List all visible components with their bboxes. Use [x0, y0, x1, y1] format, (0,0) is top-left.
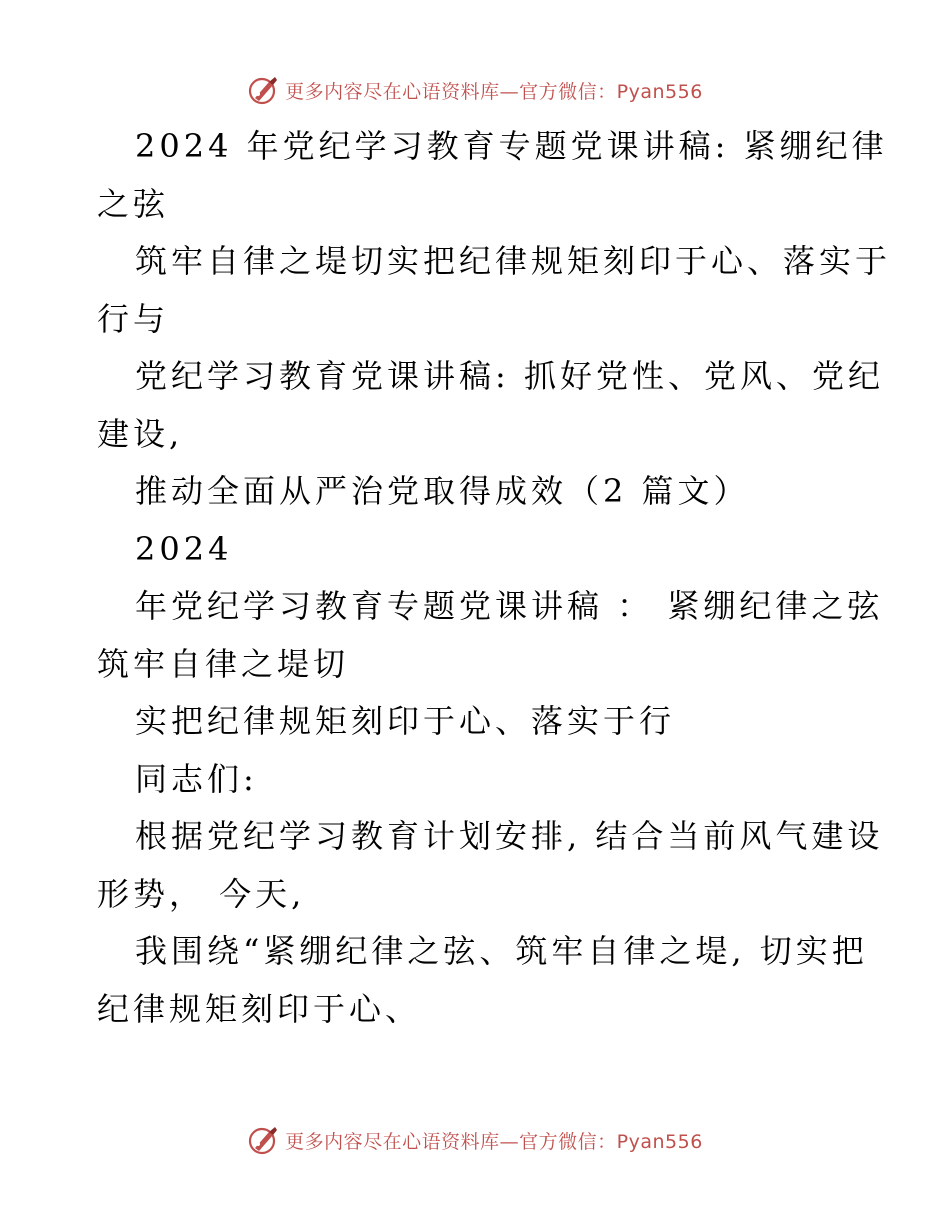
text-line: 实把纪律规矩刻印于心、落实于行 [135, 702, 676, 740]
text-line: 纪律规矩刻印于心、 [97, 989, 422, 1028]
text-line: 筑牢自律之堤切 [97, 644, 350, 683]
footer-watermark [0, 1120, 950, 1160]
text-line: 之弦 [97, 184, 170, 223]
document-body [97, 118, 892, 1038]
text-line: 建设, [97, 414, 184, 453]
header-watermark [0, 70, 950, 110]
text-line: 同志们: [135, 759, 258, 798]
watermark-text: 更多内容尽在心语资料库—官方微信：Pyan556 [285, 80, 703, 103]
text-line: 形势， 今天, [97, 874, 306, 913]
text-line: 根据党纪学习教育计划安排, 结合当前风气建设 [135, 817, 884, 855]
text-line: 党纪学习教育党课讲稿: 抓好党性、党风、党纪 [135, 357, 884, 395]
pen-logo-icon [247, 74, 279, 106]
text-line: 推动全面从严治党取得成效（2 篇文） [135, 472, 750, 510]
text-line: 行与 [97, 299, 170, 338]
text-line: 年党纪学习教育专题党课讲稿 ： 紧绷纪律之弦 [135, 587, 884, 625]
text-line: 2024 年党纪学习教育专题党课讲稿: 紧绷纪律 [135, 127, 888, 165]
text-line: 2024 [135, 529, 233, 568]
watermark-text: 更多内容尽在心语资料库—官方微信：Pyan556 [285, 1130, 703, 1153]
text-line: 我围绕“紧绷纪律之弦、筑牢自律之堤, 切实把 [135, 932, 868, 970]
pen-logo-icon [247, 1124, 279, 1156]
text-line: 筑牢自律之堤切实把纪律规矩刻印于心、落实于 [135, 242, 892, 280]
